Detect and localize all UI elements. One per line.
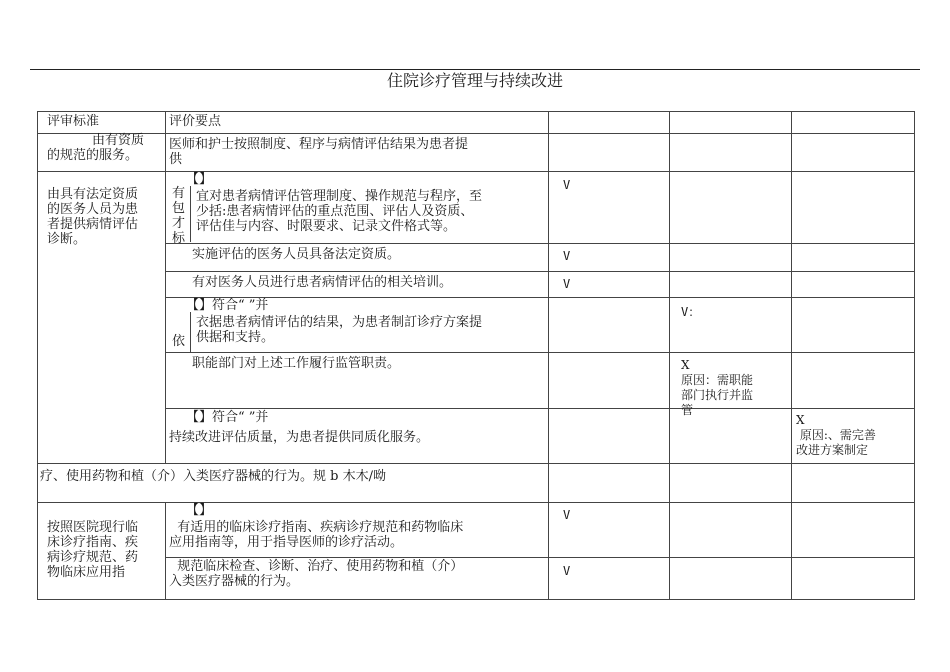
row-divider <box>37 463 915 464</box>
page-title: 住院诊疗管理与持续改进 <box>386 71 563 90</box>
section1-item-f: 持续改进评估质量，为患者提供同质化服务。 <box>169 430 430 445</box>
section1-item-b: 实施评估的医务人员具备法定资质。 <box>192 247 401 262</box>
section1-mark-d: V： <box>681 305 701 319</box>
section2-item-b: 规范临床检查、诊断、治疗、使用药物和植（介） 入类医疗器械的行为。 <box>169 559 464 589</box>
section1-bracket-f: 【】符合“ ”并 <box>186 410 269 425</box>
section1-item-a: 宜对患者病情评估管理制度、操作规范与程序，至 少括:患者病情评估的重点范围、评估人及资质、 评估佳与内容、时限要求、记录文件格式等。 <box>196 189 483 234</box>
row-divider <box>165 408 915 409</box>
table-border-right <box>914 111 915 600</box>
row-divider <box>165 297 915 298</box>
table-border-left <box>37 111 38 600</box>
row-divider <box>165 352 915 353</box>
table-border-top <box>37 111 915 112</box>
section1-bracket-d: 【】符合“ ”并 <box>186 298 269 313</box>
section1-item-c: 有对医务人员进行患者病情评估的相关培训。 <box>192 275 453 290</box>
section2-bracket-a: 【】 <box>186 503 213 518</box>
section2-mark-a: V <box>563 508 571 522</box>
row-divider <box>37 171 915 172</box>
row-divider <box>165 271 915 272</box>
side-note-divider <box>190 186 191 242</box>
section1-mark-a: V <box>563 178 571 192</box>
section1-mark-e: X 原因：需职能 部门执行并监 管 <box>681 358 754 417</box>
row-divider <box>165 243 915 244</box>
section1-mark-b: V <box>563 249 571 263</box>
column-divider <box>165 502 166 600</box>
row-divider <box>37 133 915 134</box>
side-note-divider <box>190 312 191 352</box>
section1-mark-f: X 原因:、需完善 改进方案制定 <box>796 413 876 457</box>
section1-item-e: 职能部门对上述工作履行监管职责。 <box>192 356 401 371</box>
column-divider <box>669 111 670 600</box>
row-divider <box>37 502 915 503</box>
row1-points: 医师和护士按照制度、程序与病情评估结果为患者提 供 <box>169 137 469 167</box>
header-standard: 评审标准 <box>47 114 100 129</box>
section1-side-note-d: 依 <box>172 334 186 349</box>
span-row-text: 疗、使用药物和植（介）入类医疗器械的行为。规 b 木木/呦 <box>40 469 386 484</box>
row-divider <box>165 557 915 558</box>
header-points: 评价要点 <box>169 114 222 129</box>
section1-bracket-a: 【】 <box>186 172 213 187</box>
column-divider <box>548 111 549 600</box>
section2-mark-b: V <box>563 564 571 578</box>
section2-standard: 按照医院现行临 床诊疗指南、疾 病诊疗规范、药 物临床应用指 <box>47 520 139 580</box>
section1-mark-c: V <box>563 277 571 291</box>
section1-side-note-a: 有 包 才 标 <box>172 186 186 246</box>
row1-standard: 由有资质 的规范的服务。 <box>47 133 145 163</box>
section1-item-d: 衣据患者病情评估的结果，为患者制訂诊疗方案提 供据和支持。 <box>196 315 483 345</box>
column-divider <box>165 111 166 464</box>
section2-item-a: 有适用的临床诊疗指南、疾病诊疗规范和药物临床 应用指南等，用于指导医师的诊疗活动。 <box>169 520 464 550</box>
column-divider <box>791 111 792 600</box>
section1-standard: 由具有法定资质 的医务人员为患 者提供病情评估 诊断。 <box>47 187 139 247</box>
table-border-bottom <box>37 599 915 600</box>
